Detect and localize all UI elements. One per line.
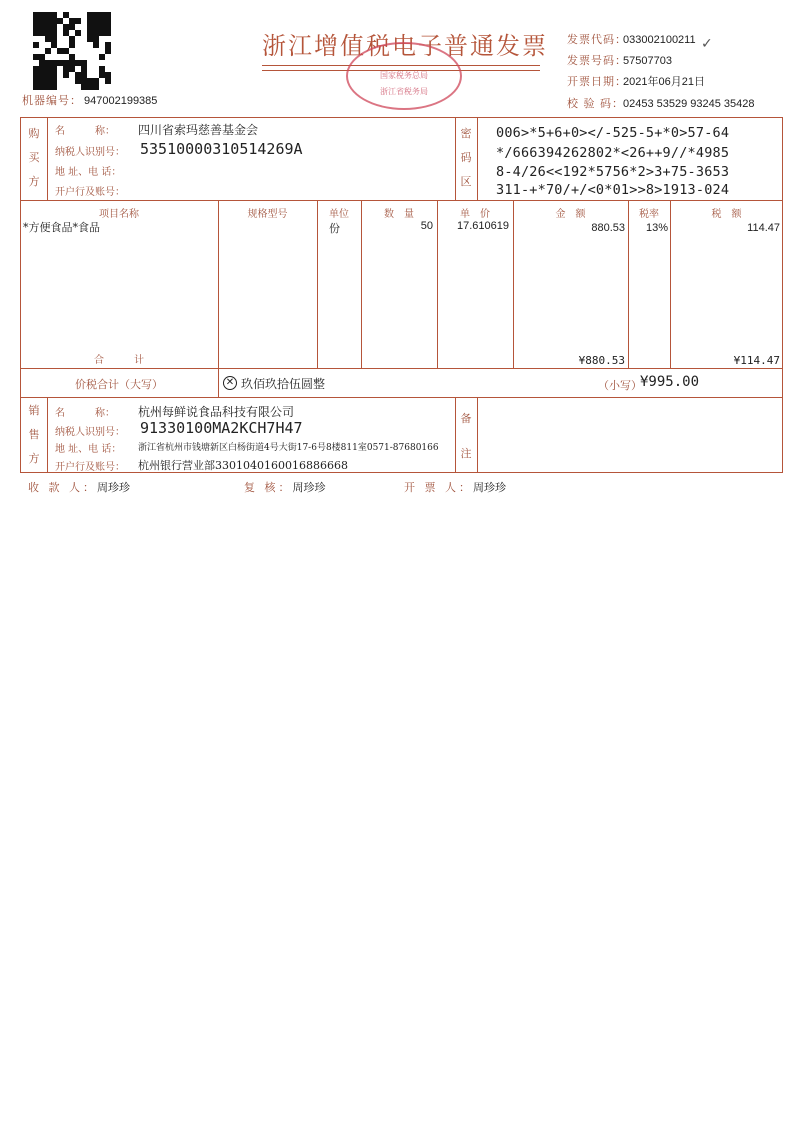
cipher-line: 8-4/26<<192*5756*2>3+75-3653 xyxy=(496,164,730,180)
buyer-side-label: 购 买 方 xyxy=(28,127,40,188)
cipher-side-label: 密 码 区 xyxy=(460,127,472,188)
seller-taxid: 91330100MA2KCH7H47 xyxy=(140,419,303,437)
qr-module xyxy=(69,42,75,48)
cross-circle-icon: ✕ xyxy=(223,376,237,390)
col-qty: 数 量 xyxy=(384,209,414,220)
seller-bank: 杭州银行营业部3301040160016886668 xyxy=(138,459,348,472)
buyer-taxid: 53510000310514269A xyxy=(140,140,303,158)
buyer-taxid-label: 纳税人识别号： xyxy=(55,147,125,158)
item-rate: 13% xyxy=(645,222,668,234)
qr-module xyxy=(93,84,99,90)
qr-module xyxy=(105,30,111,36)
col-unit: 单位 xyxy=(329,209,349,220)
qr-module xyxy=(105,48,111,54)
seller-taxid-label: 纳税人识别号： xyxy=(55,427,125,438)
qr-module xyxy=(93,42,99,48)
seller-side-label: 销 售 方 xyxy=(28,404,40,465)
machine-number: 机器编号： 947002199385 xyxy=(22,94,158,107)
divider xyxy=(455,397,456,473)
grand-total-daxie: 玖佰玖拾伍圆整 xyxy=(241,377,326,391)
qr-code xyxy=(33,12,111,90)
grand-total-xiaoxie: ¥995.00 xyxy=(640,374,700,390)
totals-amount: ¥880.53 xyxy=(578,354,625,367)
invoice-title: 浙江增值税电子普通发票 xyxy=(262,32,548,60)
totals-label: 合 计 xyxy=(94,355,144,366)
seller-address-label: 地 址、电 话： xyxy=(55,444,122,455)
grand-total-label: 价税合计（大写） xyxy=(75,378,163,391)
qr-module xyxy=(45,48,51,54)
divider xyxy=(477,117,478,200)
remarks-side-label: 备 注 xyxy=(460,412,472,460)
col-rate: 税率 xyxy=(639,209,659,220)
check-code: 校 验 码：02453 53529 93245 35428 xyxy=(567,97,755,110)
qr-module xyxy=(63,72,69,78)
payee: 收 款 人：周珍珍 xyxy=(28,481,130,494)
divider xyxy=(20,397,783,398)
item-name: *方便食品*食品 xyxy=(23,221,100,234)
invoice-date: 开票日期：2021年06月21日 xyxy=(567,75,705,88)
col-item-name: 项目名称 xyxy=(99,209,139,220)
invoice-code: 发票代码：033002100211 xyxy=(567,33,696,46)
invoice-number: 发票号码：57507703 xyxy=(567,54,672,67)
xiaoxie-label: （小写） xyxy=(598,379,642,392)
divider xyxy=(317,200,318,368)
item-amount: 880.53 xyxy=(591,222,625,234)
divider xyxy=(218,200,219,368)
item-tax: 114.47 xyxy=(747,222,780,234)
col-spec: 规格型号 xyxy=(247,209,288,220)
qr-module xyxy=(33,42,39,48)
seller-name-label: 名 称： xyxy=(55,408,115,419)
totals-tax: ¥114.47 xyxy=(733,354,780,367)
qr-module xyxy=(75,30,81,36)
tax-bureau-seal: 国家税务总局 浙江省税务局 xyxy=(346,42,462,110)
col-tax: 税 额 xyxy=(711,209,742,220)
check-mark-icon: ✓ xyxy=(701,36,713,52)
buyer-name-label: 名 称： xyxy=(55,126,115,137)
qr-module xyxy=(99,54,105,60)
divider xyxy=(47,117,48,200)
qr-module xyxy=(105,78,111,84)
col-amount: 金 额 xyxy=(555,209,586,220)
divider xyxy=(47,397,48,473)
buyer-name: 四川省索玛慈善基金会 xyxy=(138,123,259,137)
divider xyxy=(20,368,783,369)
item-price: 17.610619 xyxy=(457,220,509,232)
divider xyxy=(20,200,783,201)
divider xyxy=(218,368,219,397)
item-unit: 份 xyxy=(329,222,340,235)
buyer-bank-label: 开户行及账号： xyxy=(55,187,125,198)
drawer: 开 票 人：周珍珍 xyxy=(404,481,506,494)
item-qty: 50 xyxy=(420,220,433,232)
divider xyxy=(628,200,629,368)
seller-address: 浙江省杭州市钱塘新区白杨街道4号大街17-6号8楼811室0571-87680166 xyxy=(138,443,439,453)
buyer-address-label: 地 址、电 话： xyxy=(55,167,122,178)
cipher-line: 311-+*70/+/<0*01>>8>1913-024 xyxy=(496,182,730,198)
qr-module xyxy=(75,18,81,24)
qr-module xyxy=(51,84,57,90)
col-price: 单 价 xyxy=(460,209,490,220)
cipher-line: 006>*5+6+0></-525-5+*0>57-64 xyxy=(496,125,730,141)
seller-name: 杭州每鲜说食品科技有限公司 xyxy=(138,405,295,419)
reviewer: 复 核：周珍珍 xyxy=(244,481,326,494)
divider xyxy=(455,117,456,200)
divider xyxy=(477,397,478,473)
seller-bank-label: 开户行及账号： xyxy=(55,462,125,473)
cipher-line: */666394262802*<26++9//*4985 xyxy=(496,145,730,161)
